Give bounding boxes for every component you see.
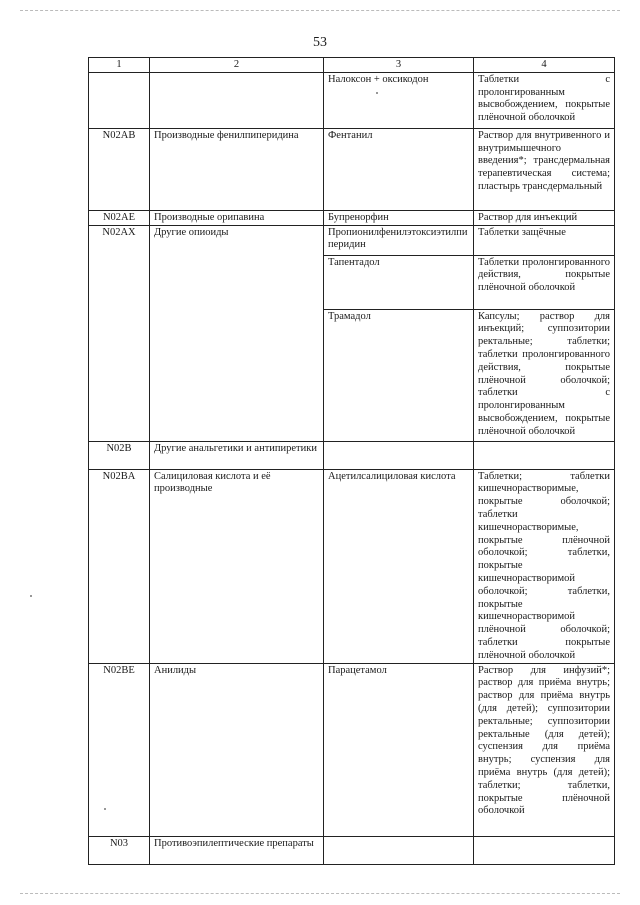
column-header: 2 — [150, 58, 324, 73]
drug-name-cell: Налоксон + оксикодон — [324, 72, 474, 128]
table-row — [89, 441, 615, 469]
atc-code-cell — [89, 72, 150, 128]
drug-name-cell: Фентанил — [324, 128, 474, 210]
atc-code-cell: N02BA — [89, 469, 150, 663]
table-row — [89, 72, 615, 128]
scan-edge-bottom — [20, 893, 620, 894]
drug-name-cell: Трамадол — [324, 309, 474, 441]
atc-code-cell: N02B — [89, 441, 150, 469]
dosage-form-cell — [474, 836, 615, 864]
group-name-cell: Производные орипавина — [150, 210, 324, 225]
dosage-form-cell: Таблетки; таблетки кишечнорастворимые, покрытые оболочкой; таблетки кишечнорастворимые, покрытые плёночной оболочкой; таблетки, покрытые кишечнорастворимой оболочкой; таблетки, покрытые кишечнорастворимой плёночной оболочкой; таблетки покрытые плёночной оболочкой — [474, 469, 615, 663]
dosage-form-cell: Таблетки с пролонгированным высвобождением, покрытые плёночной оболочкой — [474, 72, 615, 128]
table-row — [89, 210, 615, 225]
drug-name-cell — [324, 836, 474, 864]
table-row — [89, 663, 615, 836]
group-name-cell: Другие анальгетики и антипиретики — [150, 441, 324, 469]
group-name-cell — [150, 72, 324, 128]
scan-edge-top — [20, 10, 620, 11]
group-name-cell: Производные фенилпиперидина — [150, 128, 324, 210]
dosage-form-cell: Таблетки защёчные — [474, 225, 615, 255]
drug-name-cell: Парацетамол — [324, 663, 474, 836]
drug-name-cell: Ацетилсалициловая кислота — [324, 469, 474, 663]
table-row — [89, 225, 615, 255]
dosage-form-cell: Таблетки пролонгированного действия, покрытые плёночной оболочкой — [474, 255, 615, 309]
column-header: 3 — [324, 58, 474, 73]
header-row — [89, 58, 615, 73]
atc-code-cell: N02AX — [89, 225, 150, 441]
drug-name-cell: Тапентадол — [324, 255, 474, 309]
group-name-cell: Другие опиоиды — [150, 225, 324, 441]
dosage-form-cell: Раствор для инъекций — [474, 210, 615, 225]
scan-speck — [30, 595, 32, 597]
drug-name-cell — [324, 441, 474, 469]
atc-code-cell: N02AB — [89, 128, 150, 210]
atc-code-cell: N02BE — [89, 663, 150, 836]
atc-code-cell: N02AE — [89, 210, 150, 225]
table-row — [89, 469, 615, 663]
group-name-cell: Салициловая кислота и её производные — [150, 469, 324, 663]
group-name-cell: Противоэпилептические препараты — [150, 836, 324, 864]
dosage-form-cell: Раствор для инфузий*; раствор для приёма внутрь; раствор для приёма внутрь (для детей); суппозитории ректальные; суппозитории ректальные (для детей); суспензия для приёма внутрь; суспензия для приёма внутрь (для детей); таблетки; таблетки, покрытые плёночной оболочкой — [474, 663, 615, 836]
page-number: 53 — [313, 35, 327, 50]
table-row — [89, 836, 615, 864]
column-header: 4 — [474, 58, 615, 73]
atc-code-cell: N03 — [89, 836, 150, 864]
dosage-form-cell — [474, 441, 615, 469]
drug-name-cell: Бупренорфин — [324, 210, 474, 225]
drug-name-cell: Пропионилфенилэтоксиэтилпиперидин — [324, 225, 474, 255]
drug-table — [88, 57, 615, 865]
dosage-form-cell: Капсулы; раствор для инъекций; суппозитории ректальные; таблетки; таблетки пролонгированного действия, покрытые плёночной оболочкой; таблетки с пролонгированным высвобождением, покрытые плёночной оболочкой — [474, 309, 615, 441]
column-header: 1 — [89, 58, 150, 73]
table-row — [89, 128, 615, 210]
group-name-cell: Анилиды — [150, 663, 324, 836]
dosage-form-cell: Раствор для внутривенного и внутримышечного введения*; трансдермальная терапевтическая система; пластырь трансдермальный — [474, 128, 615, 210]
